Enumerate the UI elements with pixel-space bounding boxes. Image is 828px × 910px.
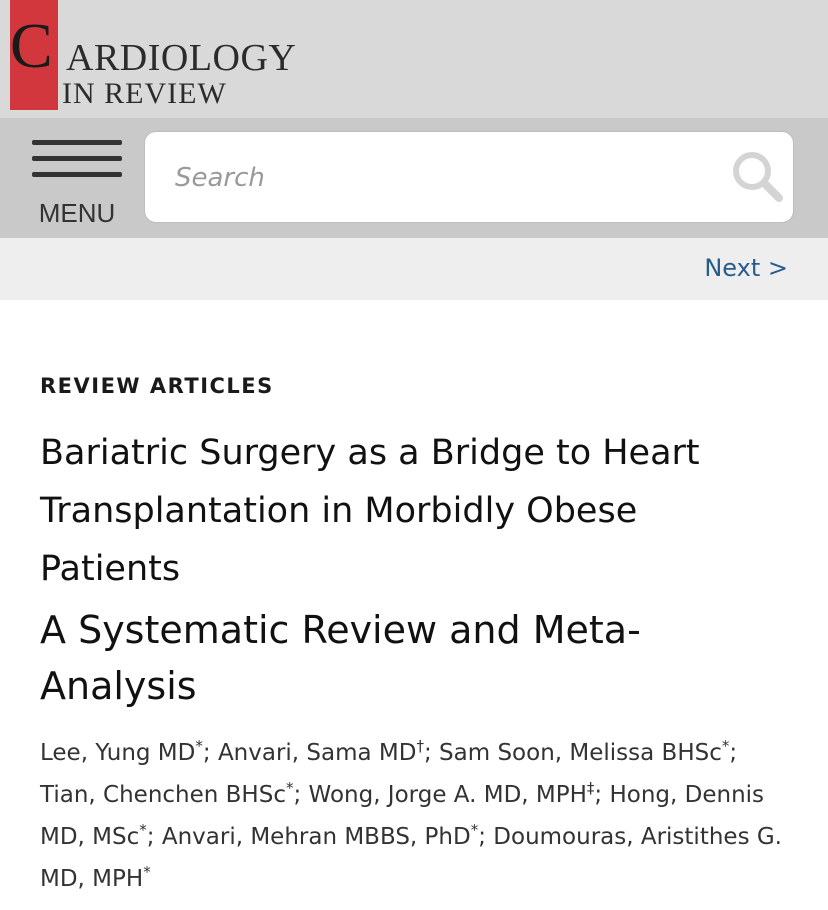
logo-title-line2: IN REVIEW [62,77,227,110]
affiliation-marker: ‡ [586,779,595,797]
hamburger-icon-bar [32,140,122,145]
menu-label: MENU [38,198,116,228]
affiliation-marker: * [195,737,203,755]
logo-initial: C [10,10,53,81]
author-separator: ; [594,782,610,808]
author-separator: ; [423,740,440,766]
affiliation-marker: * [721,737,730,755]
article-nav-bar [0,238,828,300]
author-separator: ; [146,824,162,850]
affiliation-marker: * [470,821,479,839]
affiliation-marker: * [143,863,151,881]
author-name[interactable]: Hong, Dennis MD, MSc [40,782,765,850]
affiliation-marker: * [139,821,147,839]
toolbar [0,118,828,238]
author-separator: ; [202,740,218,766]
author-separator: ; [478,824,494,850]
author-list [40,732,800,900]
affiliation-marker: † [416,737,424,755]
search-input[interactable] [173,154,717,202]
author-name[interactable]: Anvari, Mehran MBBS, PhD [161,824,471,850]
hamburger-icon-bar [32,156,122,161]
hamburger-icon-bar [32,172,122,177]
author-name[interactable]: Doumouras, Aristithes G. MD, MPH [40,824,782,892]
logo-title-line1: ARDIOLOGY [66,37,297,79]
author-name[interactable]: Sam Soon, Melissa BHSc [439,740,722,766]
author-name[interactable]: Anvari, Sama MD [217,740,417,766]
search-icon[interactable] [729,148,785,204]
article-title: Bariatric Surgery as a Bridge to Heart Transplantation in Morbidly Obese Patients [40,433,700,589]
author-name[interactable]: Tian, Chenchen BHSc [40,782,286,808]
next-link[interactable]: Next > [704,254,788,282]
masthead [0,0,828,118]
author-name[interactable]: Lee, Yung MD [40,740,196,766]
article-subtitle: A Systematic Review and Meta-Analysis [40,608,641,708]
section-label: REVIEW ARTICLES [40,374,274,398]
menu-button[interactable] [30,140,124,226]
search-box [144,131,794,223]
affiliation-marker: * [285,779,294,797]
author-name[interactable]: Wong, Jorge A. MD, MPH [308,782,587,808]
author-separator: ; [729,740,738,766]
author-separator: ; [293,782,309,808]
